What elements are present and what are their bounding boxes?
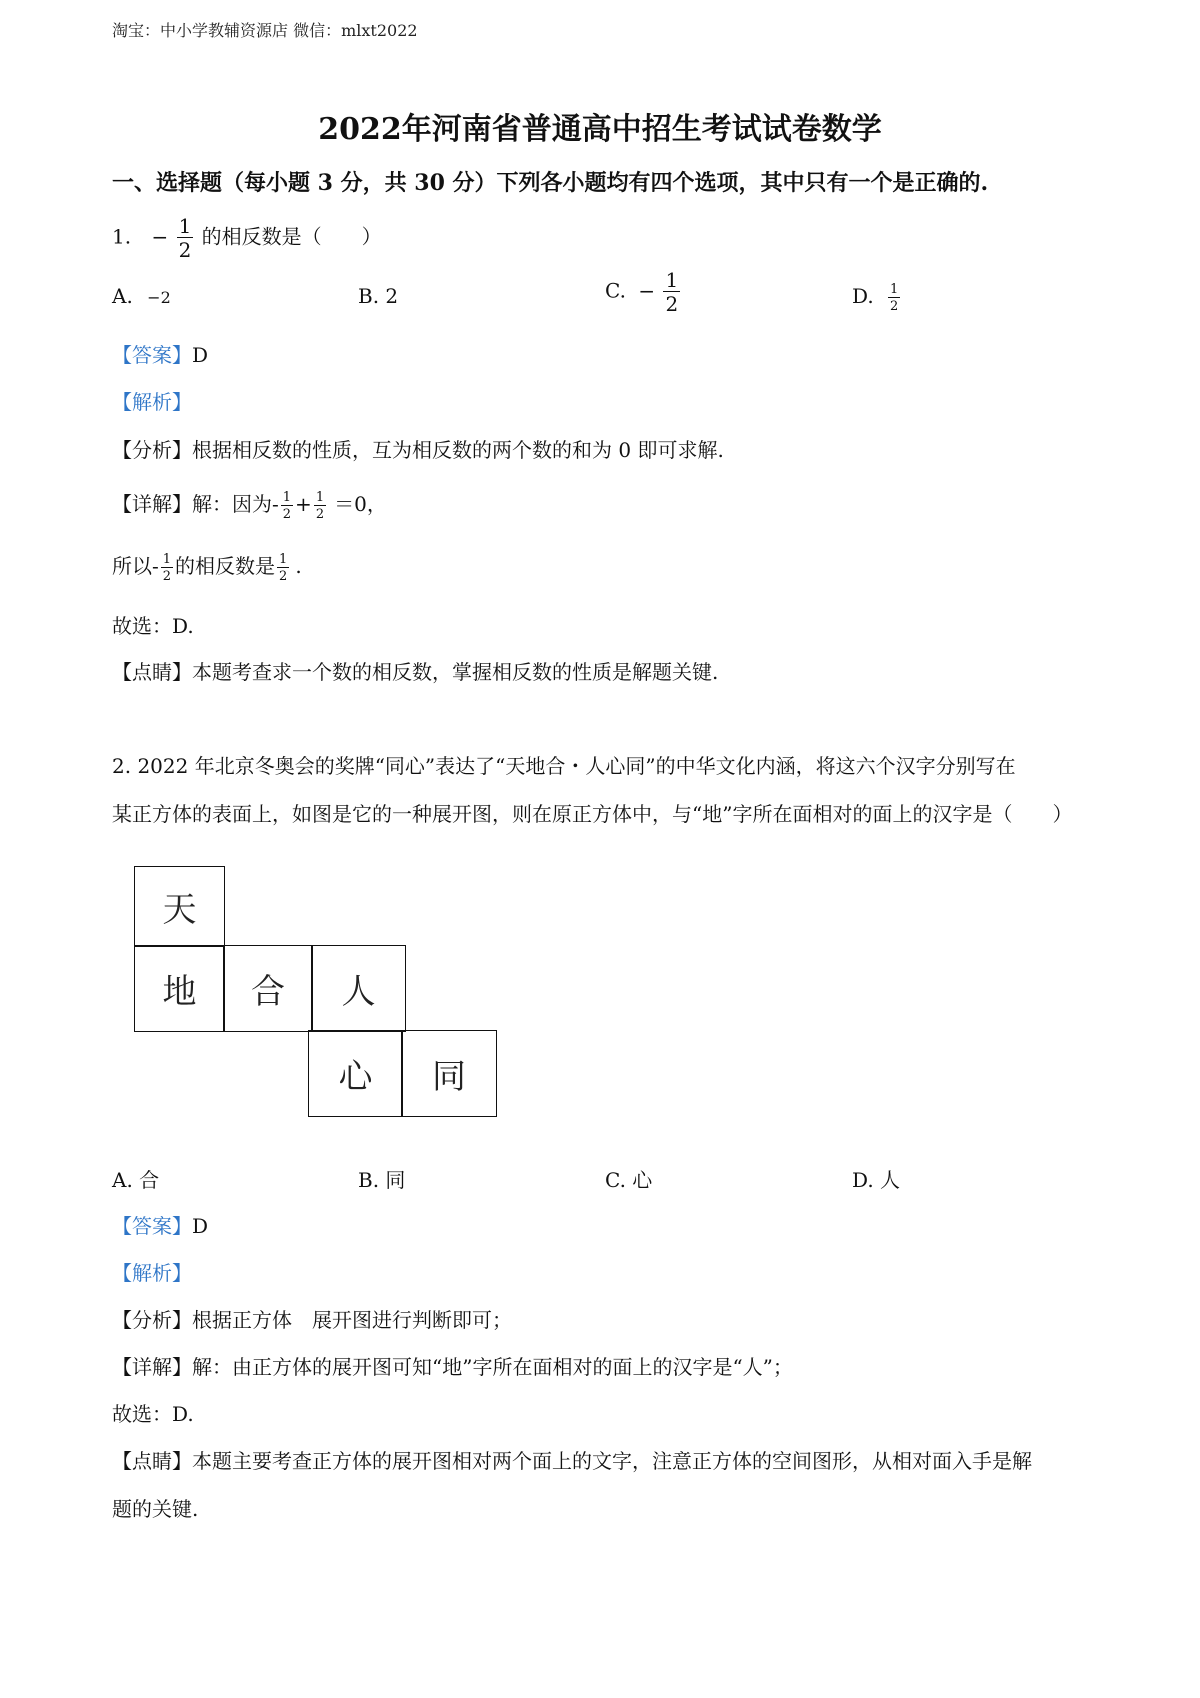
fraction bbox=[888, 283, 900, 313]
fraction-numerator: 1 bbox=[665, 268, 679, 292]
dianjing-line: 【点睛】本题考查求一个数的相反数，掌握相反数的性质是解题关键. bbox=[112, 660, 719, 684]
option-a bbox=[112, 282, 171, 312]
section-heading: 一、选择题（每小题 3 分，共 30 分）下列各小题均有四个选项，其中只有一个是正确的. bbox=[112, 170, 989, 196]
net-cell-di: 地 bbox=[134, 945, 225, 1032]
fraction bbox=[177, 216, 194, 260]
q2-answer-line bbox=[112, 1212, 208, 1240]
q2-analysis-fenxi: 【分析】根据正方体 展开图进行判断即可； bbox=[112, 1308, 512, 1332]
option-d bbox=[852, 282, 902, 313]
text: ＝0， bbox=[334, 492, 387, 516]
fraction-numerator: 1 bbox=[162, 551, 172, 567]
q2-guxuan-line: 故选：D. bbox=[112, 1402, 194, 1426]
text: 所以- bbox=[112, 554, 159, 578]
minus-sign: − bbox=[151, 224, 169, 249]
fraction bbox=[663, 270, 680, 314]
q2-option-d: D. 人 bbox=[852, 1168, 901, 1192]
fraction-denominator: 2 bbox=[282, 506, 292, 522]
option-label: D. bbox=[852, 284, 874, 308]
text: 的相反数是 bbox=[175, 554, 276, 578]
fraction bbox=[281, 491, 293, 521]
analysis-tag: 【解析】 bbox=[112, 390, 192, 414]
option-label: A. bbox=[112, 284, 133, 308]
net-cell-tian: 天 bbox=[134, 866, 225, 947]
fraction-denominator: 2 bbox=[315, 506, 325, 522]
q2-dianjing-line-1: 【点睛】本题主要考查正方体的展开图相对两个面上的文字，注意正方体的空间图形，从相对面入手是解 bbox=[112, 1449, 1032, 1473]
net-cell-ren: 人 bbox=[311, 945, 406, 1032]
fraction-denominator: 2 bbox=[890, 298, 899, 314]
page-title: 2022年河南省普通高中招生考试试卷数学 bbox=[318, 112, 882, 147]
fraction bbox=[161, 553, 173, 583]
option-label: C. bbox=[605, 278, 626, 303]
question-stem-tail: 的相反数是（ ） bbox=[201, 224, 382, 249]
answer-value: D bbox=[192, 1214, 209, 1238]
fraction-numerator: 1 bbox=[279, 551, 288, 567]
text: 【详解】解：因为- bbox=[112, 492, 279, 516]
answer-tag: 【答案】 bbox=[112, 1214, 192, 1238]
option-b: B. 2 bbox=[358, 284, 399, 308]
question-2-stem-line-1: 2. 2022 年北京冬奥会的奖牌“同心”表达了“天地合・人心同”的中华文化内涵，将这六个汉字分别写在 bbox=[112, 754, 1016, 778]
analysis-fenxi: 【分析】根据相反数的性质，互为相反数的两个数的和为 0 即可求解. bbox=[112, 438, 724, 462]
fraction-numerator: 1 bbox=[282, 489, 292, 505]
q2-option-a: A. 合 bbox=[112, 1168, 160, 1192]
answer-line bbox=[112, 341, 208, 369]
answer-value: D bbox=[192, 343, 209, 367]
q2-option-c: C. 心 bbox=[605, 1168, 653, 1192]
fraction-numerator: 1 bbox=[315, 489, 325, 505]
analysis-xiangjie bbox=[112, 490, 387, 521]
fraction-denominator: 2 bbox=[279, 568, 288, 584]
q2-analysis-tag: 【解析】 bbox=[112, 1261, 192, 1285]
analysis-suoyi bbox=[112, 552, 302, 583]
fraction-denominator: 2 bbox=[665, 292, 679, 316]
fraction bbox=[314, 491, 326, 521]
option-c bbox=[605, 270, 682, 314]
answer-tag: 【答案】 bbox=[112, 343, 192, 367]
q2-analysis-xiangjie: 【详解】解：由正方体的展开图可知“地”字所在面相对的面上的汉字是“人”； bbox=[112, 1355, 793, 1379]
net-cell-tong: 同 bbox=[401, 1030, 497, 1117]
net-cell-xin: 心 bbox=[308, 1030, 403, 1117]
guxuan-line: 故选：D. bbox=[112, 614, 194, 638]
fraction-numerator: 1 bbox=[890, 281, 899, 297]
q2-dianjing-line-2: 题的关键. bbox=[112, 1497, 199, 1521]
text: . bbox=[295, 554, 302, 578]
fraction bbox=[277, 553, 289, 583]
fraction-numerator: 1 bbox=[178, 214, 192, 238]
header-note: 淘宝：中小学教辅资源店 微信：mlxt2022 bbox=[112, 21, 418, 40]
cube-net-figure bbox=[134, 866, 506, 1122]
question-2-stem-line-2: 某正方体的表面上，如图是它的一种展开图，则在原正方体中，与“地”字所在面相对的面上的汉字是（ ） bbox=[112, 802, 1073, 826]
q2-option-b: B. 同 bbox=[358, 1168, 406, 1192]
question-number: 1. bbox=[112, 224, 132, 249]
net-cell-he: 合 bbox=[223, 945, 313, 1032]
minus-sign: − bbox=[638, 278, 656, 303]
fraction-denominator: 2 bbox=[178, 238, 192, 262]
fraction-denominator: 2 bbox=[162, 568, 172, 584]
question-1-stem bbox=[112, 216, 382, 260]
plus-sign: + bbox=[295, 492, 312, 516]
option-value: −2 bbox=[147, 288, 171, 307]
